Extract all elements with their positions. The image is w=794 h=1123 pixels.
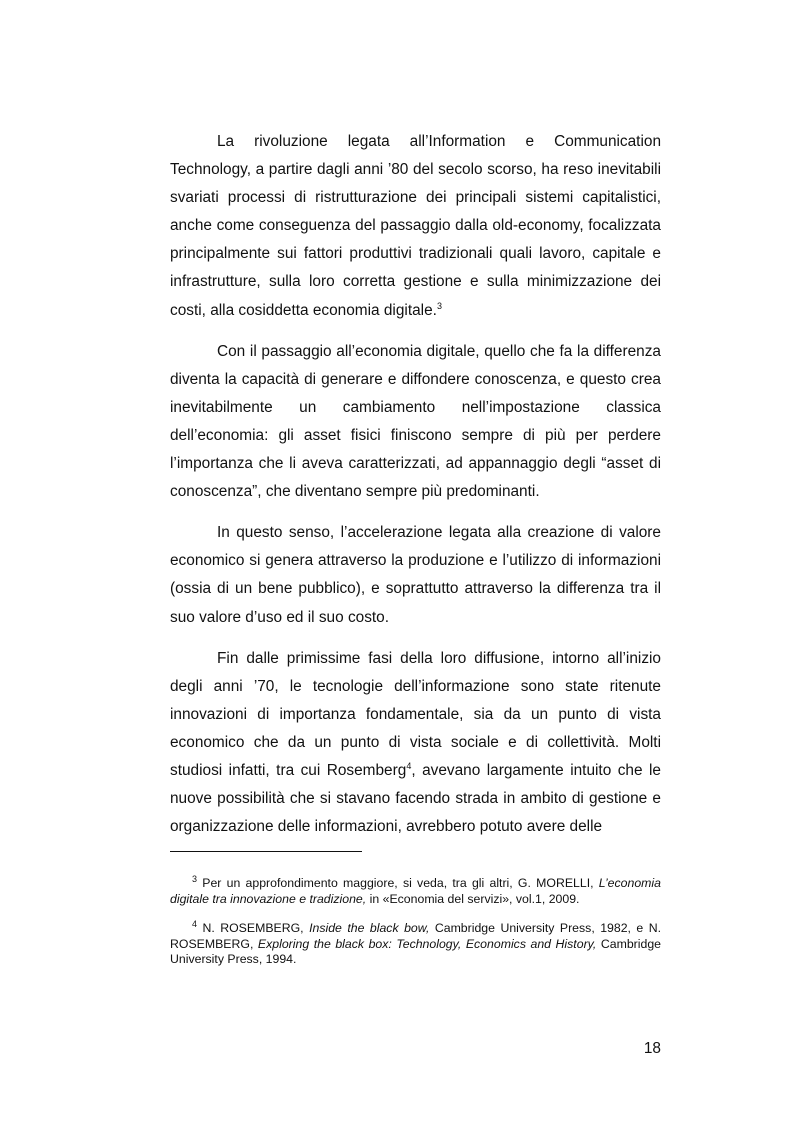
footnote-ref-4[interactable]: 4 <box>406 760 412 771</box>
footnote-text: N. ROSEMBERG, <box>202 921 304 935</box>
footnote-title: L’economia digitale tra innovazione e tradizione, <box>170 876 661 906</box>
paragraph-1 <box>170 128 661 325</box>
footnote-ref-3[interactable]: 3 <box>436 300 442 311</box>
paragraph-text: Con il passaggio all’economia digitale, quello che fa la differenza diventa la capacità di generare e diffondere conoscenza, e questo crea inevitabilmente un cambiamento nell’impostazione classica dell’economia: gli asset fisici finiscono sempre di più per perdere l’importanza che li aveva caratterizzati, ad appannaggio degli “asset di conoscenza”, che diventano sempre più predominanti. <box>170 342 661 501</box>
footnote-text: Per un approfondimento maggiore, si veda, tra gli altri, G. MORELLI, <box>202 876 594 890</box>
footnote-number: 3 <box>192 873 198 884</box>
paragraph-text-tail: , avevano largamente intuito che le nuove possibilità che si stavano facendo strada in ambito di gestione e organizzazione delle informazioni, avrebbero potuto avere delle <box>170 761 661 836</box>
footnote-number: 4 <box>192 918 198 929</box>
body-text <box>170 128 661 854</box>
footnote-title: Inside the black bow, <box>309 921 430 935</box>
paragraph-4 <box>170 645 661 842</box>
footnote-title: Exploring the black box: Technology, Economics and History, <box>257 936 597 951</box>
paragraph-text: Fin dalle primissime fasi della loro diffusione, intorno all’inizio degli anni ’70, le tecnologie dell’informazione sono state ritenute innovazioni di importanza fondamentale, sia da un punto di vista economico che da un punto di vista sociale e di collettività. Molti studiosi infatti, tra cui Rosemberg <box>170 649 661 779</box>
footnote-3 <box>170 873 661 907</box>
footnote-text: Cambridge University Press, 1994. <box>170 936 662 966</box>
footnotes <box>170 873 662 982</box>
footnote-4 <box>170 918 662 968</box>
footnote-divider <box>170 851 362 852</box>
page-number: 18 <box>643 1040 661 1057</box>
paragraph-3 <box>170 519 661 631</box>
footnote-text: in «Economia del servizi», vol.1, 2009. <box>369 891 580 906</box>
paragraph-2 <box>170 338 661 507</box>
footnote-text: Cambridge University Press, 1982, e N. ROSEMBERG, <box>170 921 662 951</box>
paragraph-text: In questo senso, l’accelerazione legata alla creazione di valore economico si genera attraverso la produzione e l’utilizzo di informazioni (ossia di un bene pubblico), e soprattutto attraverso la differenza tra il suo valore d’uso ed il suo costo. <box>170 524 661 626</box>
paragraph-text: La rivoluzione legata all’Information e Communication Technology, a partire dagli anni ’80 del secolo scorso, ha reso inevitabili svariati processi di ristrutturazione dei principali sistemi capitalistici, anche come conseguenza del passaggio dalla old-economy, focalizzata principalmente sui fattori produttivi tradizionali quali lavoro, capitale e infrastrutture, sulla loro corretta gestione e sulla minimizzazione dei costi, alla cosiddetta economia digitale. <box>170 133 661 319</box>
